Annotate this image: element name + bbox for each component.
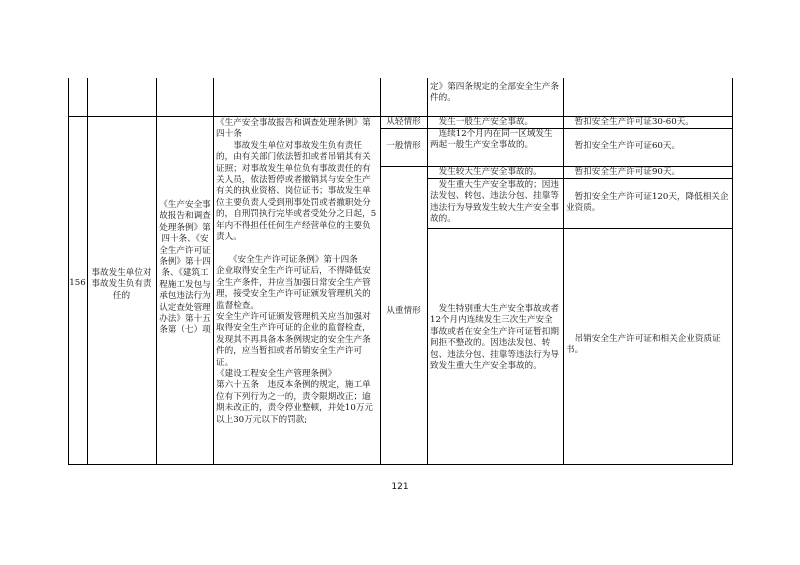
continuation-text: 定》第四条规定的全部安全生产条件的。 [430, 82, 559, 104]
penalty-general: 暂扣安全生产许可证60天。 [566, 141, 681, 151]
condition-heavy-3: 发生特别重大生产安全事故或者12个月内连续发生三次生产安全事故或者在安全生产许可证暂扣期间拒不整改的。因违法发包、转包、违法分包、挂靠等违法行为导致发生重大生产安全事故的。 [430, 304, 559, 372]
condition-heavy-1: 发生较大生产安全事故的。 [430, 167, 542, 177]
penalty-heavy-2: 暂扣安全生产许可证120天，降低相关企业资质。 [566, 192, 729, 214]
penalty-heavy-3: 吊销安全生产许可证和相关企业资质证书。 [566, 334, 721, 356]
penalty-heavy-1: 暂扣安全生产许可证90天。 [566, 167, 681, 177]
basis-full-cell: 《生产安全事故报告和调查处理条例》第四十条 事故发生单位对事故发生负有责任的，由有关部门依法暂扣或者吊销其有关证照；对事故发生单位负有事故责任的有关人员，依法暂停或者撤销其与安全生产有关的执业资格、岗位证书；事故发生单位主要负责人受到刑事处罚或者撤职处分的，自刑罚执行完毕或者受处分之日起，5年内不得担任任何生产经营单位的主要负责人。 《安全生产许可证条例》第十四条 企业取得安全生产许可证后，不得降低安全生产条件，并应当加强日常安全生产管理，接受安全生产许可证颁发管理机关的监督检查。 安全生产许可证颁发管理机关应当加强对取得安全生产许可证的企业的监督检查，发现其不再具备本条例规定的安全生产条件的，应当暂扣或者吊销安全生产许可证。 《建设工程安全生产管理条例》 第六十五条 违反本条例的规定，施工单位有下列行为之一的，责令限期改正；逾期未改正的，责令停业整顿，并处10万元以上30万元以下的罚款; [216, 118, 377, 425]
condition-heavy-2: 发生重大生产安全事故的；因违法发包、转包、违法分包、挂靠等违法行为导致发生较大生产安全事故的。 [430, 180, 559, 225]
basis-short-cell: 《生产安全事故报告和调查处理条例》第四十条、《安全生产许可证条例》第十四条、《建筑工程施工发包与承包违法行为认定查处管理办法》第十五条第（七）项 [159, 200, 211, 336]
page-number: 121 [391, 482, 409, 492]
matter-cell: 事故发生单位对事故发生负有责任的 [91, 268, 152, 301]
row-number: 156 [69, 278, 86, 288]
condition-light: 发生一般生产安全事故。 [430, 117, 534, 127]
penalty-light: 暂扣安全生产许可证30-60天。 [566, 117, 694, 127]
level-heavy: 从重情形 [386, 306, 421, 316]
condition-general: 连续12个月内在同一区域发生两起一般生产安全事故的。 [430, 129, 553, 151]
level-light: 从轻情形 [386, 117, 421, 127]
level-general: 一般情形 [386, 141, 421, 151]
